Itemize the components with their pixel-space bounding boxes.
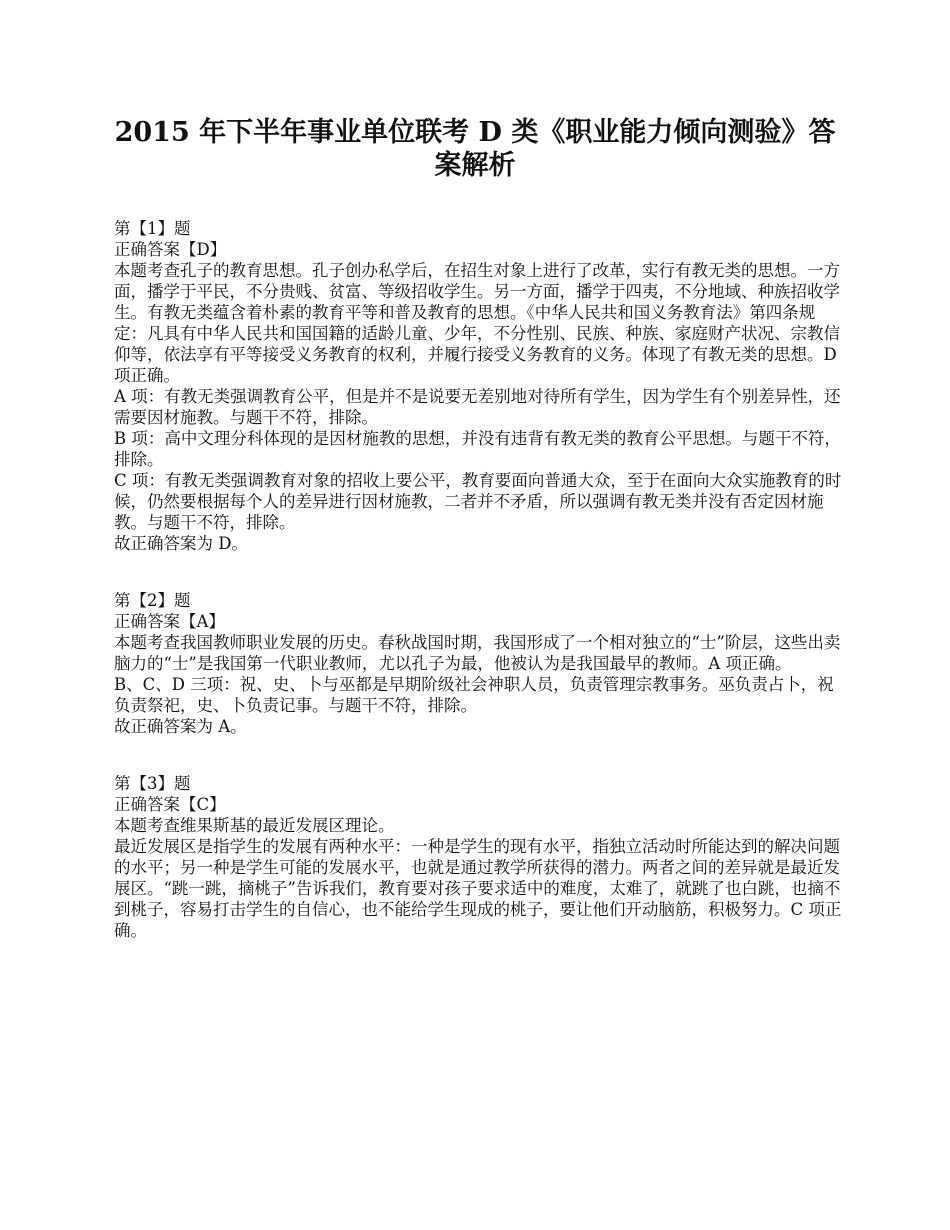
questions-list bbox=[114, 218, 842, 941]
title-line-1: 2015 年下半年事业单位联考 D 类《职业能力倾向测验》答 bbox=[114, 117, 836, 148]
question-2 bbox=[114, 590, 842, 737]
correct-answer: 正确答案【D】 bbox=[114, 240, 227, 259]
question-heading: 第【3】题 bbox=[114, 774, 191, 793]
explanation-paragraph: 最近发展区是指学生的发展有两种水平：一种是学生的现有水平，指独立活动时所能达到的解决问题的水平；另一种是学生可能的发展水平，也就是通过教学所获得的潜力。两者之间的差异就是最近发展区。“跳一跳，摘桃子”告诉我们，教育要对孩子要求适中的难度，太难了，就跳了也白跳，也摘不到桃子，容易打击学生的自信心，也不能给学生现成的桃子，要让他们开动脑筋，积极努力。C 项正确。 bbox=[114, 837, 842, 940]
explanation-paragraph: 本题考查孔子的教育思想。孔子创办私学后，在招生对象上进行了改革，实行有教无类的思想。一方面，播学于平民，不分贵贱、贫富、等级招收学生。另一方面，播学于四夷，不分地域、种族招收学生。有教无类蕴含着朴素的教育平等和普及教育的思想。《中华人民共和国义务教育法》第四条规定：凡具有中华人民共和国国籍的适龄儿童、少年，不分性别、民族、种族、家庭财产状况、宗教信仰等，依法享有平等接受义务教育的权利，并履行接受义务教育的义务。体现了有教无类的思想。D 项正确。 bbox=[114, 261, 840, 385]
question-3 bbox=[114, 773, 842, 941]
explanation-paragraph: 本题考查维果斯基的最近发展区理论。 bbox=[114, 816, 395, 835]
explanation-paragraph: B 项：高中文理分科体现的是因材施教的思想，并没有违背有教无类的教育公平思想。与题干不符，排除。 bbox=[114, 429, 841, 469]
explanation-paragraph: A 项：有教无类强调教育公平，但是并不是说要无差别地对待所有学生，因为学生有个别差异性，还需要因材施教。与题干不符，排除。 bbox=[114, 387, 841, 427]
explanation-paragraph: C 项：有教无类强调教育对象的招收上要公平，教育要面向普通大众，至于在面向大众实施教育的时候，仍然要根据每个人的差异进行因材施教，二者并不矛盾，所以强调有教无类并没有否定因材施教。与题干不符，排除。 bbox=[114, 471, 842, 532]
document-title bbox=[110, 116, 840, 182]
correct-answer: 正确答案【C】 bbox=[114, 795, 226, 814]
question-heading: 第【2】题 bbox=[114, 591, 191, 610]
conclusion: 故正确答案为 D。 bbox=[114, 534, 248, 553]
question-1 bbox=[114, 218, 842, 554]
correct-answer: 正确答案【A】 bbox=[114, 612, 225, 631]
conclusion: 故正确答案为 A。 bbox=[114, 717, 247, 736]
question-heading: 第【1】题 bbox=[114, 219, 191, 238]
explanation-paragraph: B、C、D 三项：祝、史、卜与巫都是早期阶级社会神职人员，负责管理宗教事务。巫负责占卜，祝负责祭祀，史、卜负责记事。与题干不符，排除。 bbox=[114, 675, 834, 715]
title-line-2: 案解析 bbox=[434, 150, 516, 181]
explanation-paragraph: 本题考查我国教师职业发展的历史。春秋战国时期，我国形成了一个相对独立的“士”阶层，这些出卖脑力的“士”是我国第一代职业教师，尤以孔子为最，他被认为是我国最早的教师。A 项正确。 bbox=[114, 633, 841, 673]
